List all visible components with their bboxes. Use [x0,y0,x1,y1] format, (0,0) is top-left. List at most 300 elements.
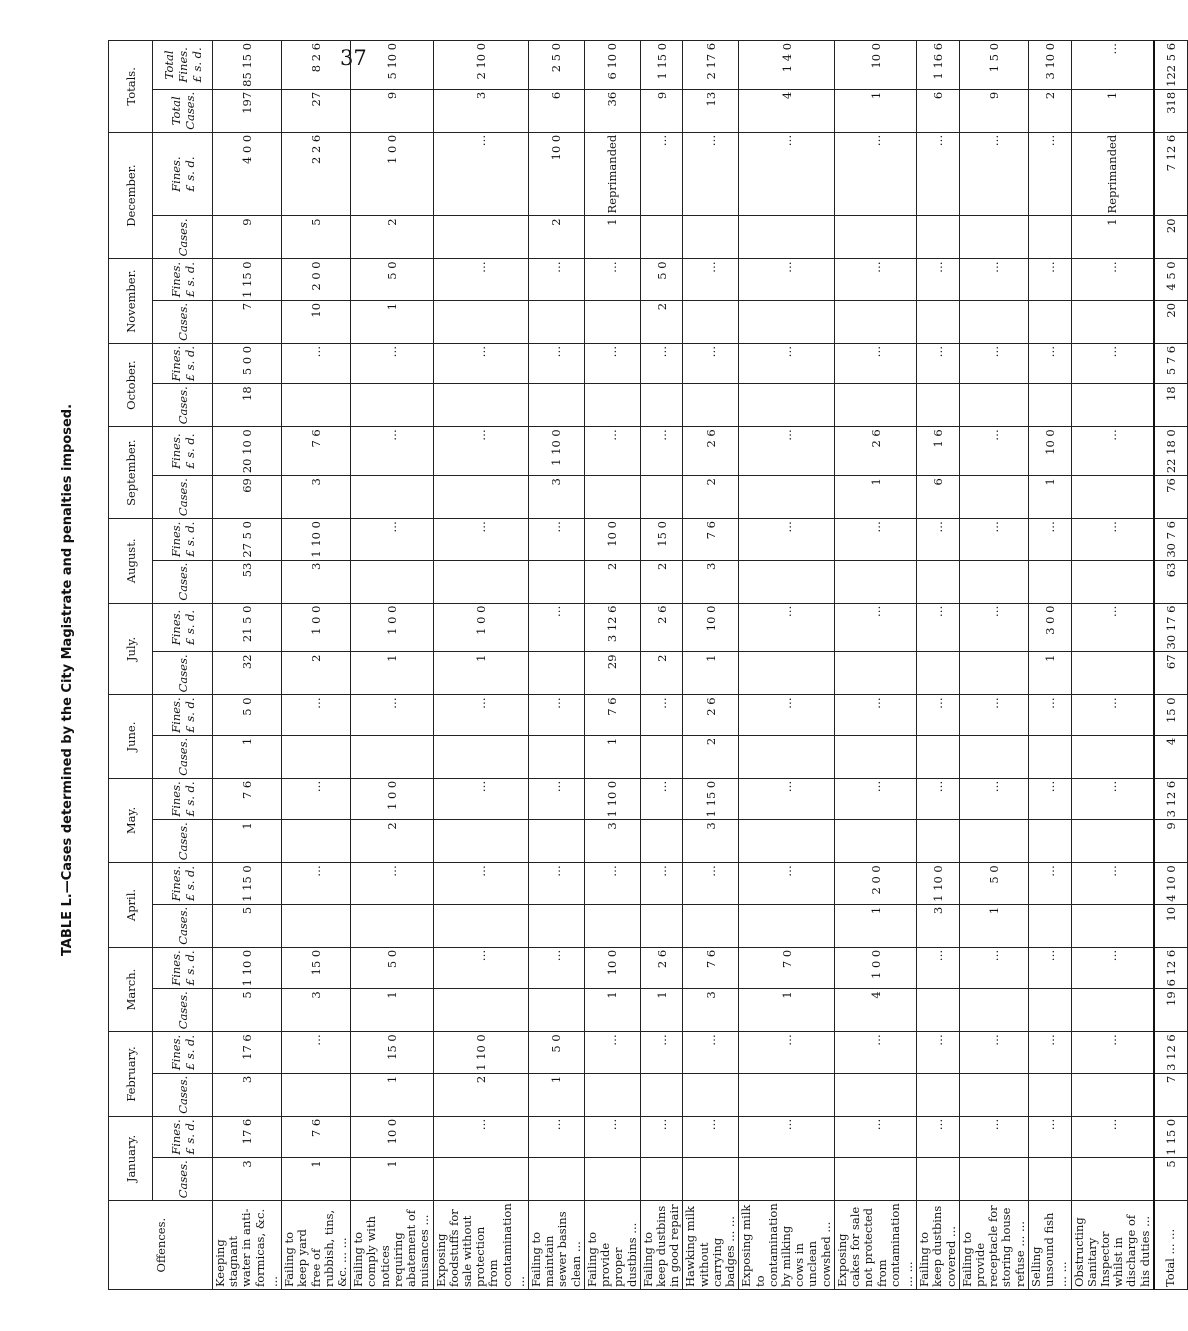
month-header: October. [109,343,153,426]
fines-cell: … [584,1116,640,1158]
fines-cell: … [917,778,960,820]
fines-cell: … [584,1032,640,1074]
cases-cell [834,1073,916,1116]
total-fines-cell: 85 15 0 [213,40,282,89]
cases-cell: 1 [584,216,640,259]
fines-label: Fines. [168,609,183,646]
fines-label: Fines. [168,156,183,192]
cases-cell [433,1158,529,1201]
cases-cell [433,384,529,427]
fines-cell: … [959,603,1028,652]
cases-cell: 29 [584,652,640,695]
fines-cell: … [282,1032,351,1074]
fines-cell: … [433,778,529,820]
table-row [433,40,529,1289]
fines-cell: … [739,603,835,652]
cases-cell [640,820,683,863]
cases-cell [917,820,960,863]
total-cases-header: Total Cases. [153,89,213,132]
fines-header [153,132,213,216]
fines-cell: … [433,863,529,905]
cases-cell [529,735,585,778]
cases-cell: 1 [834,904,916,947]
total-fines-cell: 5 10 0 [351,40,433,89]
cases-cell [1028,300,1071,343]
fines-cell: … [584,259,640,301]
cases-cell [683,1158,739,1201]
cases-cell [683,216,739,259]
table-row [282,40,351,1289]
cases-cell [959,735,1028,778]
fines-cell: 15 0 [640,519,683,561]
table-row [584,40,640,1289]
cases-cell: 5 [282,216,351,259]
fines-cell: … [959,947,1028,989]
fines-label: Fines. [168,521,183,558]
total-cases-cell: 197 [213,89,282,132]
total-cases-cell: 9 [640,89,683,132]
total-fines-cell: 8 2 6 [282,40,351,89]
cases-cell: 1 [351,989,433,1032]
total-cases-cell: 13 [683,89,739,132]
cases-cell [529,820,585,863]
fines-cell: … [433,1116,529,1158]
cases-cell: 69 [213,476,282,519]
offence-cell: Failing to keep yard free of rubbish, tins, &c. ... ... [282,1201,351,1290]
cases-cell: 10 [1154,904,1188,947]
offence-cell: Failing to keep dustbins covered ... [917,1201,960,1290]
page-number: 37 [340,46,367,70]
fines-cell: … [959,427,1028,476]
cases-header: Cases. [153,1158,213,1201]
cases-header: Cases. [153,384,213,427]
cases-cell: 1 [282,1158,351,1201]
month-header: December. [109,132,153,259]
fines-units: £ s. d. [182,521,197,557]
fines-cell: … [640,132,683,216]
fines-header [153,947,213,989]
fines-cell: … [959,132,1028,216]
month-header: September. [109,427,153,519]
cases-cell: 18 [213,384,282,427]
cases-cell: 2 [683,735,739,778]
month-header-row [109,40,153,1289]
cases-cell: 1 [351,300,433,343]
fines-cell: … [739,343,835,383]
cases-header: Cases. [153,560,213,603]
fines-header [153,343,213,383]
cases-cell [640,735,683,778]
cases-cell: 63 [1154,560,1188,603]
cases-cell [282,384,351,427]
fines-cell: 1 15 0 [683,778,739,820]
cases-cell: 2 [640,300,683,343]
table-row [213,40,282,1289]
fines-cell: … [351,427,433,476]
month-header: July. [109,603,153,695]
cases-cell [1071,989,1154,1032]
table-row [834,40,916,1289]
fines-label: Fines. [168,1119,183,1155]
fines-cell: 2 0 0 [282,259,351,301]
fines-cell: 1 10 0 [917,863,960,905]
fines-cell: … [351,863,433,905]
fines-cell: … [640,1032,683,1074]
fines-cell: … [1028,1032,1071,1074]
fines-cell: 1 6 [917,427,960,476]
fines-cell: 7 6 [282,427,351,476]
cases-cell [351,560,433,603]
cases-cell: 1 [584,735,640,778]
fines-cell: … [529,947,585,989]
cases-cell [917,384,960,427]
fines-cell: 10 0 [683,603,739,652]
fines-units: £ s. d. [182,865,197,902]
month-header: January. [109,1116,153,1201]
fines-cell: 7 12 6 [1154,132,1188,216]
cases-cell [433,560,529,603]
fines-cell: … [834,695,916,735]
fines-header [153,695,213,735]
cases-cell: 20 [1154,216,1188,259]
fines-cell: … [959,343,1028,383]
fines-cell: … [917,947,960,989]
cases-cell [917,989,960,1032]
fines-cell: … [640,1116,683,1158]
cases-header: Cases. [153,652,213,695]
cases-cell: 2 [351,216,433,259]
fines-cell: 10 0 [584,947,640,989]
fines-cell: 1 15 0 [213,259,282,301]
fines-cell: 5 0 [351,259,433,301]
fines-label: Fines. [168,261,183,298]
cases-cell: 1 [640,989,683,1032]
cases-cell: 1 [683,652,739,695]
fines-cell: … [1071,259,1154,301]
cases-cell [1028,820,1071,863]
fines-cell: 5 0 [213,695,282,735]
total-fines-cell: 10 0 [834,40,916,89]
cases-cell [917,560,960,603]
cases-cell: 20 [1154,300,1188,343]
offence-cell: Exposing cakes for sale not protected from contamination ... ... [834,1201,916,1290]
fines-cell: 10 0 [529,132,585,216]
cases-cell [917,300,960,343]
cases-cell: 76 [1154,476,1188,519]
cases-cell [1071,1073,1154,1116]
fines-cell: 2 6 [834,427,916,476]
fines-cell: 1 0 0 [351,132,433,216]
table-row [1028,40,1071,1289]
fines-cell: … [959,259,1028,301]
fines-cell: 1 15 0 [213,863,282,905]
fines-units: £ s. d. [182,781,197,817]
cases-cell [739,476,835,519]
cases-cell: 1 [351,1158,433,1201]
cases-cell [959,1073,1028,1116]
fines-cell: … [1028,132,1071,216]
fines-cell: … [683,259,739,301]
cases-cell [739,384,835,427]
fines-cell: 3 12 6 [1154,778,1188,820]
cases-cell: 3 [282,989,351,1032]
cases-cell [1071,735,1154,778]
fines-cell: … [1071,427,1154,476]
fines-cell: 1 10 0 [529,427,585,476]
fines-cell: 1 0 0 [834,947,916,989]
cases-cell [917,216,960,259]
cases-cell: 1 [529,1073,585,1116]
cases-cell [917,735,960,778]
total-cases-cell: 1 [1071,89,1154,132]
cases-cell [739,904,835,947]
cases-cell [739,216,835,259]
fines-cell: … [433,132,529,216]
fines-cell: 21 5 0 [213,603,282,652]
cases-cell [529,989,585,1032]
fines-cell: 2 6 [640,603,683,652]
fines-cell: 2 6 [683,695,739,735]
month-header: April. [109,863,153,948]
fines-cell: 7 6 [282,1116,351,1158]
offence-cell: Total ... ... [1154,1201,1188,1290]
cases-header: Cases. [153,904,213,947]
cases-cell [640,216,683,259]
fines-cell: … [433,259,529,301]
total-row [1154,40,1188,1289]
month-header: May. [109,778,153,863]
offence-cell: Exposing foodstuffs for sale without protection from contamination ... [433,1201,529,1290]
fines-cell: … [433,947,529,989]
cases-cell: 3 [213,1073,282,1116]
fines-cell: … [959,1116,1028,1158]
fines-cell: … [683,132,739,216]
cases-cell: 1 [739,989,835,1032]
fines-cell: 1 10 0 [584,778,640,820]
fines-cell: … [1071,947,1154,989]
cases-cell: 1 [1028,652,1071,695]
cases-cell [959,476,1028,519]
offence-cell: Exposing milk to contamination by milking cows in unclean cowshed ... [739,1201,835,1290]
cases-cell [1071,384,1154,427]
fines-cell: … [739,863,835,905]
cases-cell [834,820,916,863]
offence-cell: Failing to maintain sewer basins clean ... [529,1201,585,1290]
fines-cell: … [584,427,640,476]
cases-header: Cases. [153,820,213,863]
cases-cell: 10 [282,300,351,343]
month-header: November. [109,259,153,344]
cases-cell [584,904,640,947]
cases-cell [739,820,835,863]
fines-cell: … [834,132,916,216]
cases-cell: 7 [213,300,282,343]
cases-cell [529,904,585,947]
table-row [529,40,585,1289]
fines-cell: … [1028,947,1071,989]
cases-cell: 2 [683,476,739,519]
total-cases-cell: 9 [351,89,433,132]
fines-cell: … [1071,695,1154,735]
cases-cell: 4 [834,989,916,1032]
fines-cell: 3 12 6 [584,603,640,652]
cases-cell [959,652,1028,695]
cases-cell [683,300,739,343]
total-cases-cell: 4 [739,89,835,132]
fines-cell: … [739,519,835,561]
fines-cell: … [1028,695,1071,735]
cases-cell: 2 [640,652,683,695]
total-cases-cell: 318 [1154,89,1188,132]
fines-cell: … [739,1116,835,1158]
fines-units: £ s. d. [182,156,197,192]
cases-cell [834,384,916,427]
cases-cell [351,476,433,519]
fines-cell: 10 0 [1028,427,1071,476]
fines-cell: 4 0 0 [213,132,282,216]
cases-cell: 3 [282,476,351,519]
fines-cell: … [529,519,585,561]
cases-cell [351,904,433,947]
fines-cell: 1 15 0 [1154,1116,1188,1158]
fines-header [153,863,213,905]
fines-cell: … [282,695,351,735]
cases-cell: 1 [834,476,916,519]
cases-cell [739,300,835,343]
fines-cell: … [529,603,585,652]
fines-units: £ s. d. [182,950,197,986]
fines-label: Fines. [168,865,183,902]
cases-cell [433,989,529,1032]
fines-cell: 17 6 [213,1032,282,1074]
cases-cell [640,904,683,947]
fines-cell: … [959,778,1028,820]
fines-cell: … [834,343,916,383]
fines-cell: 7 6 [683,947,739,989]
cases-cell: 3 [683,560,739,603]
total-fines-cell: 1 15 0 [640,40,683,89]
cases-cell [959,384,1028,427]
fines-label: Fines. [168,950,183,986]
cases-cell: 1 [351,1073,433,1116]
fines-cell: … [529,778,585,820]
table-body [213,40,1188,1289]
cases-cell [739,1158,835,1201]
cases-cell [959,820,1028,863]
offence-cell: Failing to provide receptacle for storing house refuse ... ... [959,1201,1028,1290]
cases-cell [683,1073,739,1116]
total-fines-cell: 2 10 0 [433,40,529,89]
table-row [959,40,1028,1289]
fines-cell: … [1028,778,1071,820]
fines-cell: … [529,1116,585,1158]
cases-cell [351,735,433,778]
cases-cell: 6 [917,476,960,519]
fines-cell: 1 0 0 [282,603,351,652]
cases-cell: 1 [351,652,433,695]
cases-cell: 3 [683,989,739,1032]
fines-cell: … [739,778,835,820]
fines-cell: 10 0 [351,1116,433,1158]
total-fines-cell: 2 17 6 [683,40,739,89]
fines-cell: … [959,519,1028,561]
cases-cell [640,476,683,519]
fines-cell: … [1071,1116,1154,1158]
fines-cell: … [739,695,835,735]
cases-header: Cases. [153,989,213,1032]
cases-cell: 2 [584,560,640,603]
cases-cell: 2 [351,820,433,863]
offence-cell: Hawking milk without carrying badges ... ... [683,1201,739,1290]
fines-cell: … [529,343,585,383]
fines-cell: 1 0 0 [351,603,433,652]
cases-cell: 1 [213,820,282,863]
cases-cell [1028,904,1071,947]
cases-cell: 1 [213,735,282,778]
cases-cell [959,1158,1028,1201]
fines-cell: … [1028,259,1071,301]
fines-cell: 5 0 [351,947,433,989]
cases-cell [1028,560,1071,603]
fines-cell: … [917,1116,960,1158]
table-row [640,40,683,1289]
fines-cell: … [584,343,640,383]
fines-header [153,1116,213,1158]
fines-cell: 5 0 0 [213,343,282,383]
cases-cell: 9 [1154,820,1188,863]
total-fines-cell: 1 16 6 [917,40,960,89]
cases-cell: 5 [1154,1158,1188,1201]
cases-cell [834,560,916,603]
fines-header [153,519,213,561]
cases-cell: 1 [1028,476,1071,519]
cases-cell [584,384,640,427]
offence-cell: Failing to comply with notices requiring abatement of nuisances ... [351,1201,433,1290]
cases-cell [1071,1158,1154,1201]
cases-cell [1028,384,1071,427]
fines-cell: … [739,427,835,476]
fines-units: £ s. d. [182,262,197,298]
cases-cell [1071,652,1154,695]
cases-cell [739,560,835,603]
fines-units: £ s. d. [182,697,197,733]
cases-cell [959,560,1028,603]
fines-cell: 15 0 [351,1032,433,1074]
fines-cell: 17 6 [213,1116,282,1158]
cases-cell: 53 [213,560,282,603]
fines-cell: … [834,778,916,820]
fines-cell: 6 12 6 [1154,947,1188,989]
fines-units: £ s. d. [182,433,197,469]
fines-cell: … [282,343,351,383]
cases-cell: 3 [213,1158,282,1201]
month-header: August. [109,519,153,604]
cases-header: Cases. [153,735,213,778]
fines-cell: 15 0 [1154,695,1188,735]
fines-cell: … [282,778,351,820]
total-fines-cell: 1 4 0 [739,40,835,89]
total-fines-cell: 2 5 0 [529,40,585,89]
fines-units: £ s. d. [182,609,197,646]
sub-header-row [153,40,213,1289]
total-cases-cell: 6 [917,89,960,132]
month-header: June. [109,695,153,778]
cases-cell: 3 [683,820,739,863]
table-row [351,40,433,1289]
fines-cell: 2 2 6 [282,132,351,216]
cases-cell [529,300,585,343]
cases-cell [683,384,739,427]
